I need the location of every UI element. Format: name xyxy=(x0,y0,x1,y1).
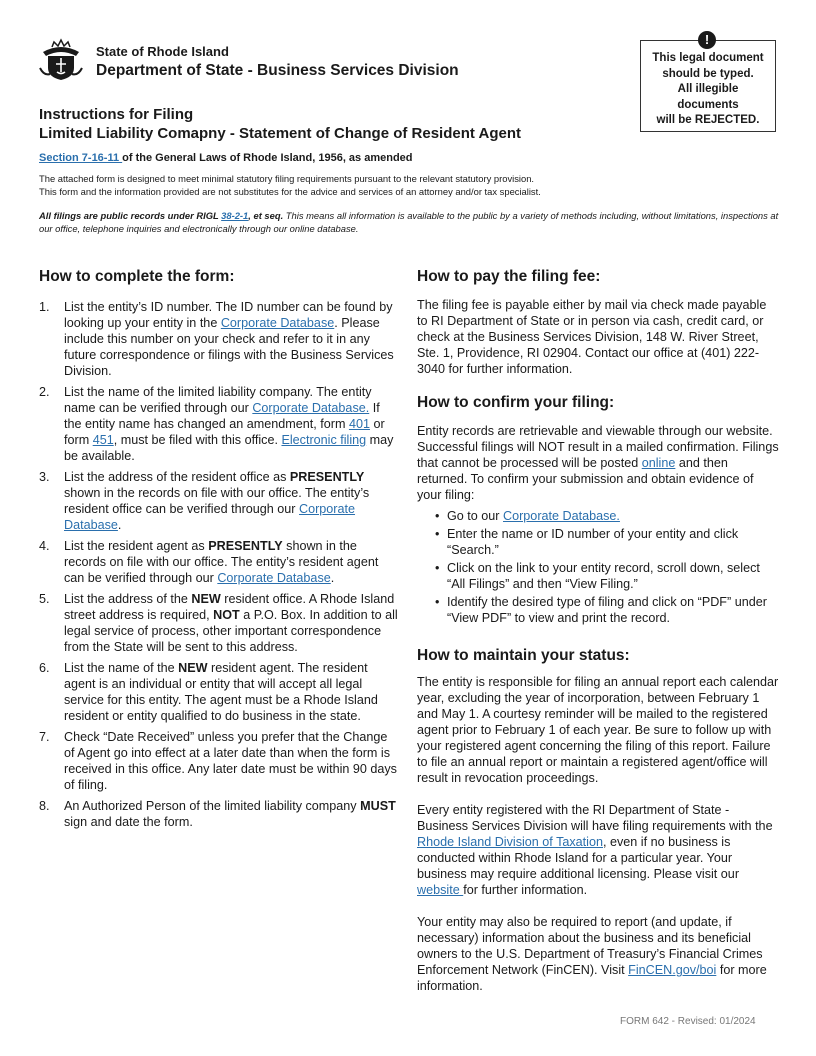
corporate-database-link[interactable]: Corporate Database xyxy=(217,571,331,585)
step-number: 3. xyxy=(39,470,50,484)
form-401-link[interactable]: 401 xyxy=(348,417,370,431)
taxation-text-c: for further information. xyxy=(463,883,588,897)
list-item: • Click on the link to your entity record, scroll down, select “All Filings” and then “View Filing.” xyxy=(417,560,779,592)
taxation-text xyxy=(417,802,779,898)
step-item xyxy=(39,384,399,464)
doc-title: Instructions for Filing xyxy=(39,106,194,123)
state-name: State of Rhode Island xyxy=(96,44,229,59)
step-emphasis: PRESENTLY xyxy=(289,470,365,484)
electronic-filing-link[interactable]: Electronic filing xyxy=(281,433,367,447)
corporate-database-link[interactable]: Corporate Database xyxy=(64,502,356,532)
exclamation-icon: ! xyxy=(698,31,716,49)
typed-notice-box xyxy=(640,40,776,132)
et-seq: , et seq. xyxy=(248,210,284,221)
step-text: , must be filed with this office. xyxy=(113,433,282,447)
step-number: 4. xyxy=(39,539,50,553)
step-text: shown in the records on file with our office. The entity’s resident office can be verified through our xyxy=(64,486,370,516)
step-emphasis: NOT xyxy=(213,608,240,622)
rigl-link[interactable]: 38-2-1 xyxy=(221,210,249,221)
step-text: resident office. A Rhode Island street address is required, xyxy=(64,592,395,622)
corporate-database-link[interactable]: Corporate Database. xyxy=(252,401,370,415)
step-number: 8. xyxy=(39,799,50,813)
complete-form-section xyxy=(39,269,399,835)
fincen-link[interactable]: FinCEN.gov/boi xyxy=(628,963,717,977)
confirm-text xyxy=(417,423,779,503)
taxation-link[interactable]: Rhode Island Division of Taxation xyxy=(417,835,603,849)
confirm-text-a: Entity records are retrievable and viewable through our website. Successful filings will NOT result in a mailed confirmation. Filings that cannot be processed will be posted xyxy=(417,424,779,470)
step-text: shown in the records on file with our office. The entity’s resident agent can be verified through our xyxy=(64,539,379,585)
fee-text: The filing fee is payable either by mail via check made payable to RI Department of State or in person via cash, credit card, or check at the Business Services Division, 148 W. River Street, Ste. 1, Providence, RI 02904. Contact our office at (401) 222-3040 for further information. xyxy=(417,298,767,376)
confirm-steps xyxy=(417,508,779,626)
fincen-text xyxy=(417,914,779,994)
notice-line: This legal document xyxy=(652,52,764,64)
step-emphasis: NEW xyxy=(178,661,208,675)
step-text: . Please include this number on your check and refer to it in any future correspondence or filings with the Business Services Division. xyxy=(64,316,394,378)
step-emphasis: MUST xyxy=(360,799,396,813)
taxation-text-a: Every entity registered with the RI Department of State - Business Services Division will have filing requirements with the xyxy=(417,803,773,833)
step-text: List the resident agent as xyxy=(64,539,209,553)
step-item xyxy=(39,469,399,533)
step-emphasis: PRESENTLY xyxy=(208,539,283,553)
taxation-text-b: , even if no business is conducted within Rhode Island for a particular year. Your business may require additional licensing. Please visit our xyxy=(417,835,740,881)
step-number: 2. xyxy=(39,385,50,399)
confirm-heading: How to confirm your filing: xyxy=(417,394,615,411)
state-seal-logo xyxy=(38,38,84,82)
list-item: • Enter the name or ID number of your entity and click “Search.” xyxy=(417,526,779,558)
step-text: . xyxy=(330,571,335,585)
department-name: Department of State - Business Services Division xyxy=(96,62,459,79)
step-item xyxy=(39,798,399,830)
bullet-text: Go to our xyxy=(447,509,504,523)
fee-heading: How to pay the filing fee: xyxy=(417,268,601,285)
doc-subtitle: Limited Liability Comapny - Statement of Change of Resident Agent xyxy=(39,125,521,142)
notice-line: All illegible xyxy=(677,83,739,95)
list-item xyxy=(417,508,779,524)
fincen-text-a: Your entity may also be required to report (and update, if necessary) information about the business and its beneficial owners to the U.S. Department of Treasury’s Financial Crimes Enforcement Network (FinCEN). Visit xyxy=(417,915,763,977)
statute-link[interactable]: Section 7-16-11 xyxy=(39,152,123,164)
steps-list xyxy=(39,299,399,830)
statute-text: of the General Laws of Rhode Island, 1956, as amended xyxy=(122,152,413,164)
step-text: resident agent. The resident agent is an individual or entity that will accept all legal service for this entity. The agent must be a Rhode Island resident or entity qualified to do business in the state. xyxy=(64,661,378,723)
right-column xyxy=(417,269,779,994)
website-link[interactable]: website xyxy=(417,883,464,897)
corporate-database-link[interactable]: Corporate Database. xyxy=(503,509,620,523)
step-item xyxy=(39,299,399,379)
confirm-text-b: and then returned. To confirm your submission and obtain evidence of your filing: xyxy=(417,456,754,502)
fincen-text-b: for more information. xyxy=(417,963,767,993)
step-text: sign and date the form. xyxy=(64,815,193,829)
step-item xyxy=(39,660,399,724)
step-text: List the address of the resident office as xyxy=(64,470,290,484)
step-item xyxy=(39,591,399,655)
step-text: Check “Date Received” unless you prefer that the Change of Agent go into effect at a later date than when the form is received in this office. Any later date must be within 90 days of filing. xyxy=(64,730,397,792)
notice-line: should be typed. xyxy=(662,67,754,80)
step-text: List the name of the limited liability company. The entity name can be verified through our xyxy=(64,385,372,415)
form-number: FORM 642 - Revised: 01/2024 xyxy=(620,1016,756,1027)
step-text: List the address of the xyxy=(64,592,192,606)
step-number: 5. xyxy=(39,592,50,606)
step-item xyxy=(39,729,399,793)
step-text: a P.O. Box. In addition to all legal service of process, other important correspondence from the State will be sent to this address. xyxy=(64,608,398,654)
corporate-database-link[interactable]: Corporate Database xyxy=(220,316,335,330)
step-emphasis: NEW xyxy=(191,592,221,606)
disclaimer xyxy=(39,173,779,198)
public-records-text: This means all information is available to the public by a variety of methods including, without limitations, inspections at our office, telephone inquiries and electronically through our online database. xyxy=(39,210,779,234)
notice-line: documents xyxy=(677,98,739,111)
public-records-bold: All filings are public records under RIGL xyxy=(39,210,222,221)
online-link[interactable]: online xyxy=(641,456,676,470)
step-text: An Authorized Person of the limited liability company xyxy=(64,799,361,813)
maintain-heading: How to maintain your status: xyxy=(417,647,630,664)
step-text: . xyxy=(117,518,122,532)
notice-line: will be REJECTED. xyxy=(656,114,760,126)
disclaimer-line: This form and the information provided are not substitutes for the advice and services of an attorney and/or tax specialist. xyxy=(39,185,541,197)
step-number: 7. xyxy=(39,730,50,744)
complete-heading: How to complete the form: xyxy=(39,268,235,285)
public-records-notice xyxy=(39,210,779,235)
step-text: If the entity name has changed an amendment, form xyxy=(64,401,380,431)
step-text: may be available. xyxy=(64,433,394,463)
maintain-text: The entity is responsible for filing an annual report each calendar year, excluding the year of incorporation, between February 1 and May 1. A courtesy reminder will be mailed to the registered agent prior to February 1 of each year. Be sure to follow up with your registered agent concerning the filing of this report. Failure to file an annual report or maintain a registered agent/office will result in revocation proceedings. xyxy=(417,675,779,785)
step-text: List the entity’s ID number. The ID number can be found by looking up your entity in the xyxy=(64,300,393,330)
statute-reference xyxy=(39,152,413,164)
step-item xyxy=(39,538,399,586)
list-item: • Identify the desired type of filing and click on “PDF” under “View PDF” to view and print the record. xyxy=(417,594,779,626)
form-451-link[interactable]: 451 xyxy=(92,433,114,447)
step-text: or form xyxy=(64,417,385,447)
step-number: 1. xyxy=(39,300,50,314)
step-text: List the name of the xyxy=(64,661,179,675)
disclaimer-line: The attached form is designed to meet minimal statutory filing requirements pursuant to the relevant statutory provision. xyxy=(39,173,535,184)
step-number: 6. xyxy=(39,661,50,675)
